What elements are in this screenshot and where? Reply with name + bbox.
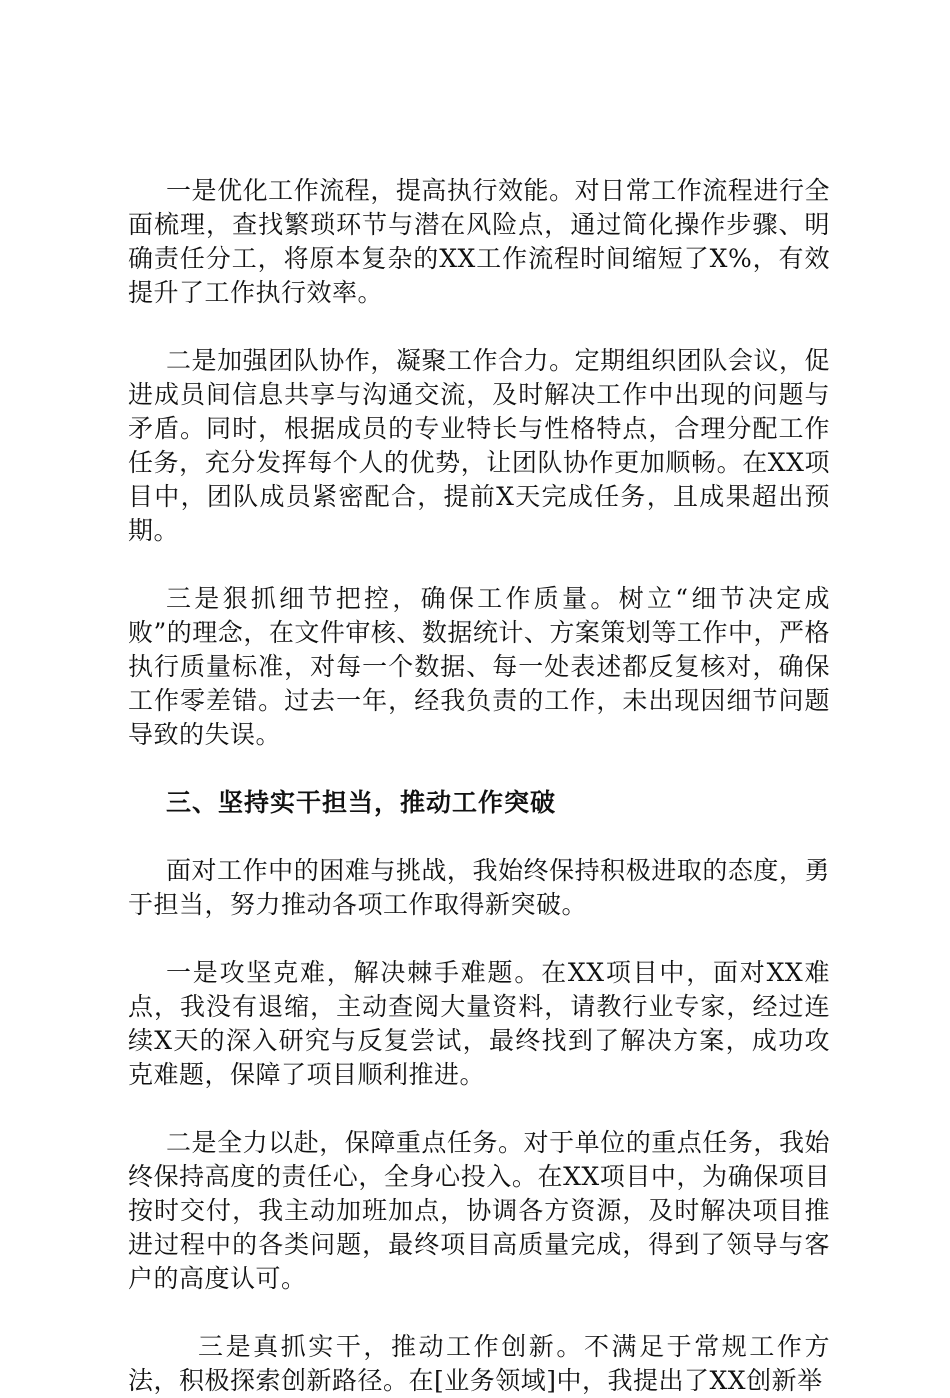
paragraph-innovation: 三是真抓实干，推动工作创新。不满足于常规工作方法，积极探索创新路径。在[业务领域]中，我提出了XX创新举 [128, 1332, 830, 1395]
paragraph-detail-control: 三是狠抓细节把控，确保工作质量。树立“细节决定成败”的理念，在文件审核、数据统计、方案策划等工作中，严格执行质量标准，对每一个数据、每一处表述都反复核对，确保工作零差错。过去一年，经我负责的工作，未出现因细节问题导致的失误。 [128, 584, 830, 749]
section-heading: 三、坚持实干担当，推动工作突破 [166, 788, 557, 817]
paragraph-team-collaboration: 二是加强团队协作，凝聚工作合力。定期组织团队会议，促进成员间信息共享与沟通交流，及时解决工作中出现的问题与矛盾。同时，根据成员的专业特长与性格特点，合理分配工作任务，充分发挥每个人的优势，让团队协作更加顺畅。在XX项目中，团队成员紧密配合，提前X天完成任务，且成果超出预期。 [128, 346, 830, 545]
document-body [128, 174, 830, 1398]
paragraph-tackle-problems: 一是攻坚克难，解决棘手难题。在XX项目中，面对XX难点，我没有退缩，主动查阅大量资料，请教行业专家，经过连续X天的深入研究与反复尝试，最终找到了解决方案，成功攻克难题，保障了项目顺利推进。 [128, 958, 830, 1089]
paragraph-optimize-workflow: 一是优化工作流程，提高执行效能。对日常工作流程进行全面梳理，查找繁琐环节与潜在风险点，通过简化操作步骤、明确责任分工，将原本复杂的XX工作流程时间缩短了X%，有效提升了工作执行效率。 [128, 176, 830, 307]
paragraph-key-tasks: 二是全力以赴，保障重点任务。对于单位的重点任务，我始终保持高度的责任心，全身心投入。在XX项目中，为确保项目按时交付，我主动加班加点，协调各方资源，及时解决项目推进过程中的各类问题，最终项目高质量完成，得到了领导与客户的高度认可。 [128, 1128, 830, 1293]
paragraph-section-intro: 面对工作中的困难与挑战，我始终保持积极进取的态度，勇于担当，努力推动各项工作取得新突破。 [128, 856, 830, 919]
